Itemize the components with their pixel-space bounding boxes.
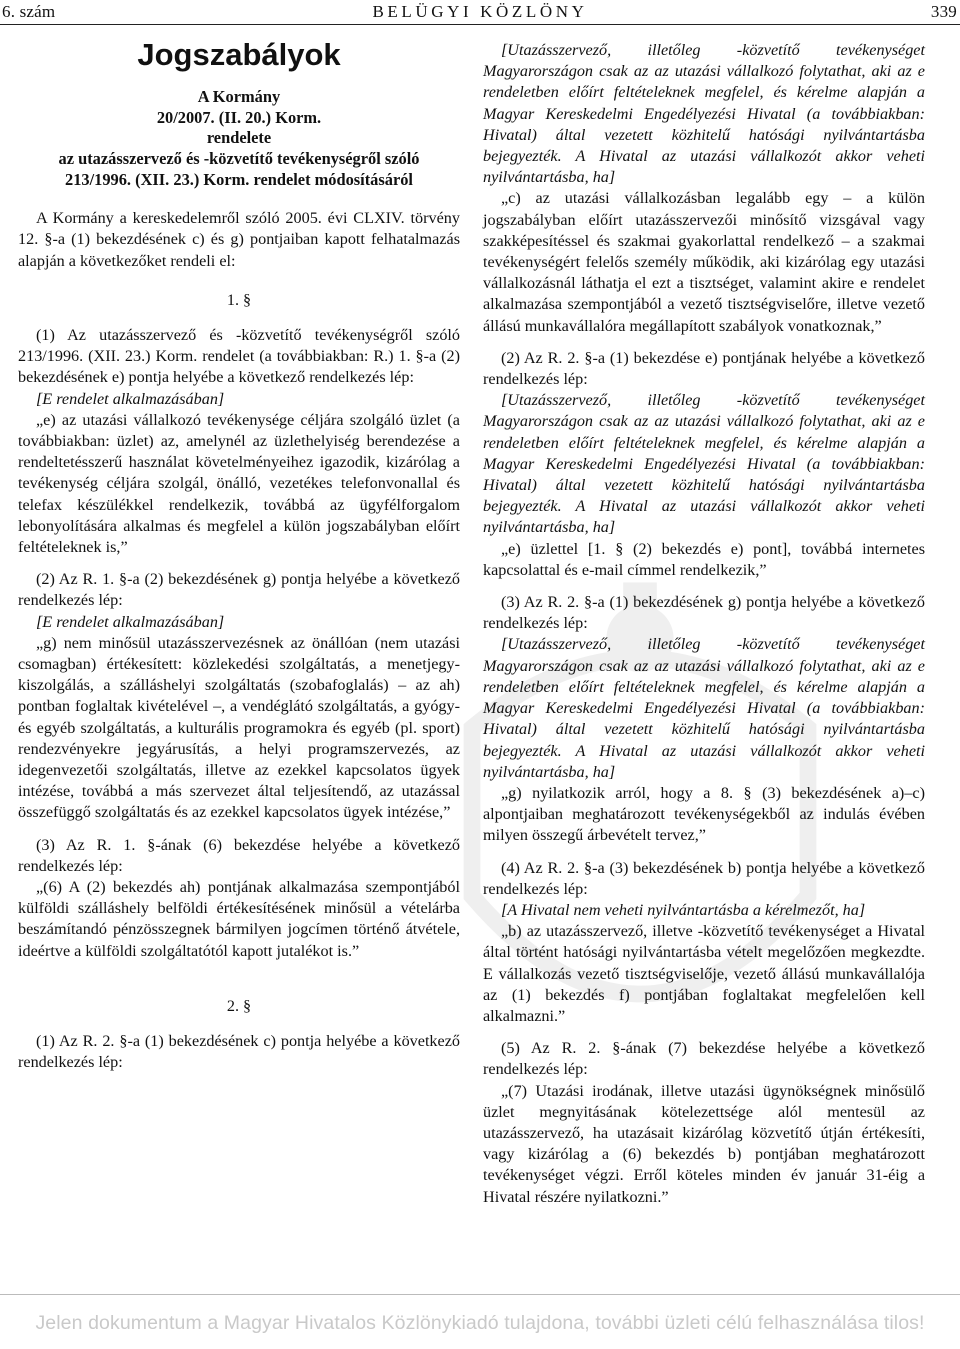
para-2-scope: [E rendelet alkalmazásában] [36, 612, 225, 631]
right-column [483, 40, 925, 1208]
right-para-3: (3) Az R. 2. §-a (1) bekezdésének g) pontja helyébe a következő rendelkezés lép: [483, 593, 925, 633]
left-column [18, 37, 460, 1073]
ownership-notice: Jelen dokumentum a Magyar Hivatalos Közlönykiadó tulajdona, további üzleti célú felhasználása tilos! [35, 1312, 925, 1334]
para-3-text: „(6) A (2) bekezdés ah) pontjának alkalmazása szempontjából külföldi szálláshely belföldi értékesítésének minősül a vételárba beszámítandó pénzösszegnek bármilyen jogcímen történő átvétele, ideértve a külföldi szolgáltatótól kapott jutalékot is.” [18, 878, 460, 960]
para-1-scope: [E rendelet alkalmazásában] [36, 389, 225, 408]
right-para-2: (2) Az R. 2. §-a (1) bekezdése e) pontjának helyébe a következő rendelkezés lép: [483, 348, 925, 389]
para-1-text: „e) az utazási vállalkozó tevékenysége céljára szolgáló üzlet (a továbbiakban: üzlet) az, amelynél az üzlethelyiség berendezése a rendeltetésszerű használat követelményeihez igazodik, kizárólag a tevékenység céljára szolgál, önálló, vezetékes telefonvonallal és telefax készülékkel rendelkezik, továbbá az ügyfélforgalom lebonyolítására alkalmas és megfelel a külön jogszabályban előírt feltételeknek is,” [18, 410, 460, 557]
para-2-text: „g) nem minősül utazásszervezésnek az önállóan (nem utazási csomagban) értékesített: közlekedési szolgáltatás, a menetjegy-kiszolgálás, a szálláshelyi szolgáltatás (szobafoglalás) – az ah) pontban foglaltak kivételével –, a vendéglátó szolgáltatás, a gyógy- és egyéb szolgáltatás, a kulturális programokra és egyéb (pl. sport) rendezvényekre jegyárusítás, a helyi programszervezés, az idegenvezetői szolgáltatás, illetve az ezekkel kapcsolatos ügyek intézése, továbbá a más szervezet által teljesítendő, az utazással összefüggő szolgáltatás és az ezekkel kapcsolatos ügyek intézése,” [18, 633, 460, 822]
right-para-5-text: „(7) Utazási irodának, illetve utazási ügynökségnek minősülő üzlet megnyitásának kötelezettsége alól mentesül az utazásszervező, ha utazásait kizárólag közvetítő útján értékesíti, vagy kizárólag a (6) bekezdés b) pontjában meghatározott tevékenységet végzi. Erről köteles minden év január 31-éig a Hivatal részére nyilatkozni.” [483, 1081, 925, 1206]
right-para-3-text: „g) nyilatkozik arról, hogy a 8. § (3) bekezdésének a)–c) alpontjaiban meghatározott tevékenységekből az indulás évében milyen összegű árbevételt tervez,” [483, 783, 925, 845]
section-title: Jogszabályok [137, 37, 341, 72]
section-1-number: 1. § [226, 290, 252, 309]
right-para-4-scope: [A Hivatal nem veheti nyilvántartásba a kérelmezőt, ha] [501, 900, 866, 919]
decree-intro: A Kormány a kereskedelemről szóló 2005. évi CLXIV. törvény 12. §-a (1) bekezdésének c) és g) pontjaiban kapott felhatalmazás alapján a következőket rendeli el: [18, 209, 460, 270]
right-para-2-text: „e) üzlettel [1. § (2) bekezdés e) pont], továbbá internetes kapcsolattal és e-mail címmel rendelkezik,” [483, 539, 925, 579]
right-para-3-scope: [Utazásszervező, illetőleg -közvetítő tevékenységet Magyarországon csak az az utazási vállalkozó folytathat, aki az e rendeletben előírt feltételeknek megfelel, és kérelme alapján a Magyar Kereskedelmi Engedélyezési Hivatal (a továbbiakban: Hivatal) által vezetett közhitelű hatósági nyilvántartásba bejegyezték. A Hivatal az utazási vállalkozót akkor veheti nyilvántartásba, ha] [483, 635, 925, 781]
right-para-5: (5) Az R. 2. §-ának (7) bekezdése helyébe a következő rendelkezés lép: [483, 1039, 925, 1079]
para-2: (2) Az R. 1. §-a (2) bekezdésének g) pontja helyébe a következő rendelkezés lép: [18, 570, 460, 610]
decree-subject-2: 213/1996. (XII. 23.) Korm. rendelet módosításáról [65, 169, 413, 189]
decree-heading [18, 87, 460, 190]
para-3: (3) Az R. 1. §-ának (6) bekezdése helyébe a következő rendelkezés lép: [18, 835, 460, 875]
para-4: (1) Az R. 2. §-a (1) bekezdésének c) pontja helyébe a következő rendelkezés lép: [18, 1032, 460, 1072]
header-rule [0, 24, 960, 25]
decree-issuer: A Kormány [197, 87, 281, 107]
decree-subject-1: az utazásszervező és -közvetítő tevékenységről szóló [58, 148, 420, 168]
decree-type: rendelete [206, 128, 272, 148]
right-para-2-scope: [Utazásszervező, illetőleg -közvetítő tevékenységet Magyarországon csak az az utazási vállalkozó folytathat, aki az e rendeletben előírt feltételeknek megfelel, és kérelme alapján a Magyar Kereskedelmi Engedélyezési Hivatal (a továbbiakban: Hivatal) által vezetett közhitelű hatósági nyilvántartásba bejegyezték. A Hivatal az utazási vállalkozót akkor veheti nyilvántartásba, ha] [483, 391, 925, 537]
page-header [0, 0, 960, 26]
para-1: (1) Az utazásszervező és -közvetítő tevékenységről szóló 213/1996. (XII. 23.) Korm. rendelet (a továbbiakban: R.) 1. §-a (2) bekezdésének e) pontja helyébe a következő rendelkezés lép: [18, 325, 460, 387]
footer-rule [0, 1294, 960, 1295]
section-2-number: 2. § [226, 996, 252, 1015]
journal-title: BELÜGYI KÖZLÖNY [372, 2, 588, 21]
decree-number: 20/2007. (II. 20.) Korm. [156, 107, 322, 127]
right-para-1-scope: [Utazásszervező, illetőleg -közvetítő tevékenységet Magyarországon csak az az utazási vállalkozó folytathat, aki az e rendeletben előírt feltételeknek megfelel, és kérelme alapján a Magyar Kereskedelmi Engedélyezési Hivatal (a továbbiakban: Hivatal) által vezetett közhitelű hatósági nyilvántartásba bejegyezték. A Hivatal az utazási vállalkozót akkor veheti nyilvántartásba, ha] [483, 41, 925, 187]
issue-number: 6. szám [2, 2, 56, 21]
right-para-1-text: „c) az utazási vállalkozásban legalább egy – a külön jogszabályban előírt utazásszervezői minősítő vizsgával vagy szakképesítéssel és szakmai gyakorlattal rendelkező – a szakmai tevékenységért felelős személy működik, aki kizárólag egy utazási vállalkozásnál láthatja el ezt a tisztséget, valamint akire e rendelet alkalmazása szempontjából a vezető tisztségviselőre, illetve vezető állású munkavállalóra megállapított szabályok vonatkoznak,” [483, 189, 925, 335]
right-para-4: (4) Az R. 2. §-a (3) bekezdésének b) pontja helyébe a következő rendelkezés lép: [483, 858, 925, 898]
page-number: 339 [930, 2, 957, 21]
right-para-4-text: „b) az utazásszervező, illetve -közvetítő tevékenységet a Hivatal által történt hatósági nyilvántartásba vételt megelőzően megkezdte. E vállalkozás vezető tisztségviselője, vezető állású munkavállalója az (1) bekezdés f) pontjában foglaltakat megfelelően kell alkalmazni.” [483, 922, 925, 1025]
